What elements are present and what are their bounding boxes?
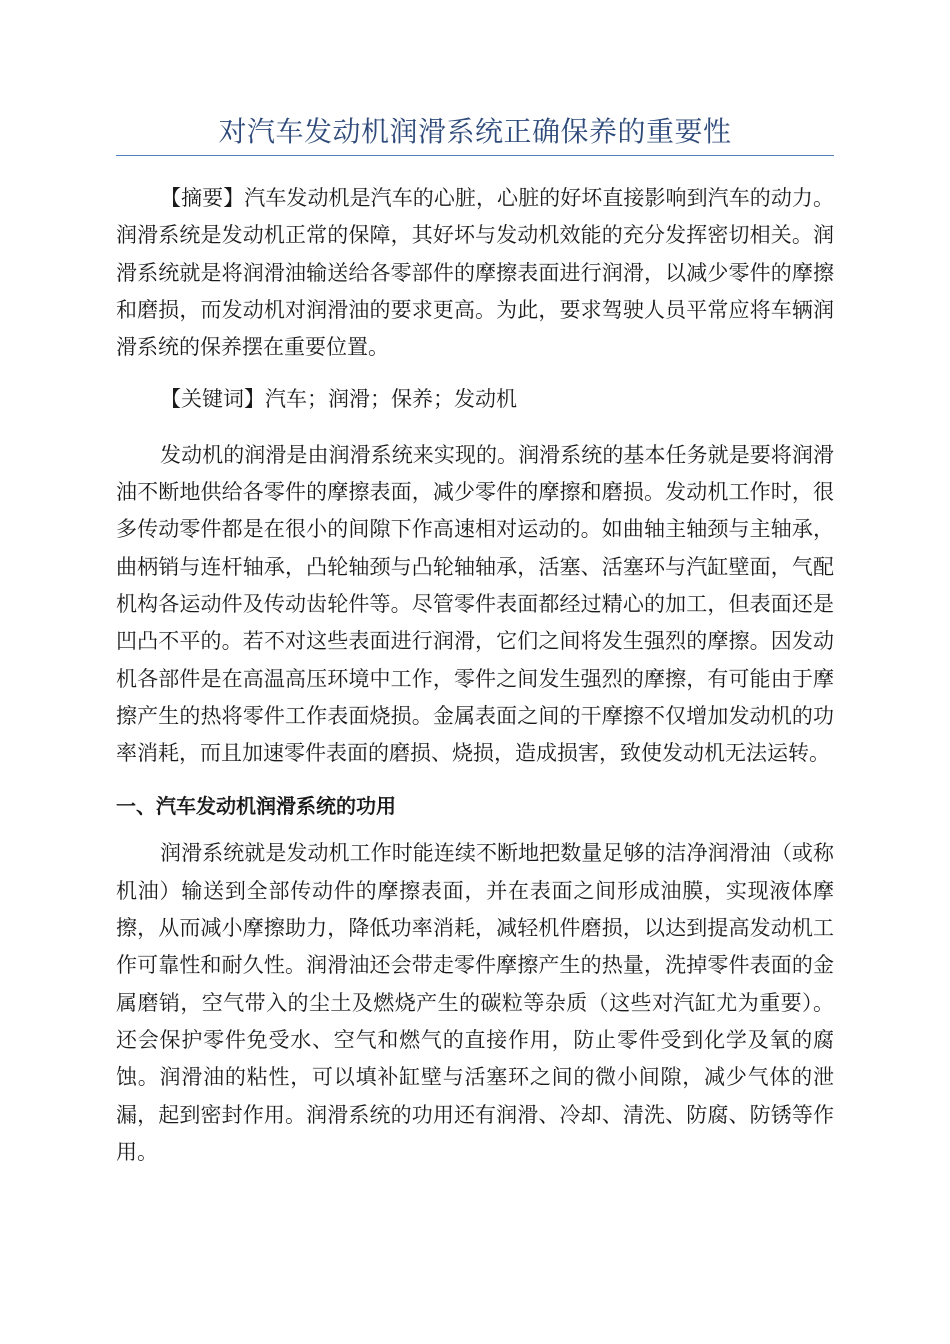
document-body [116, 112, 834, 1171]
document-title: 对汽车发动机润滑系统正确保养的重要性 [218, 115, 732, 148]
abstract-paragraph: 【摘要】汽车发动机是汽车的心脏，心脏的好坏直接影响到汽车的动力。润滑系统是发动机正常的保障，其好坏与发动机效能的充分发挥密切相关。润滑系统就是将润滑油输送给各零部件的摩擦表面进行润滑，以减少零件的摩擦和磨损，而发动机对润滑油的要求更高。为此，要求驾驶人员平常应将车辆润滑系统的保养摆在重要位置。 [116, 186, 834, 360]
keywords-paragraph: 【关键词】汽车；润滑；保养；发动机 [160, 387, 517, 412]
title-underline [116, 155, 834, 156]
intro-paragraph: 发动机的润滑是由润滑系统来实现的。润滑系统的基本任务就是要将润滑油不断地供给各零件的摩擦表面，减少零件的摩擦和磨损。发动机工作时，很多传动零件都是在很小的间隙下作高速相对运动的。如曲轴主轴颈与主轴承，曲柄销与连杆轴承，凸轮轴颈与凸轮轴轴承，活塞、活塞环与汽缸壁面，气配机构各运动件及传动齿轮件等。尽管零件表面都经过精心的加工，但表面还是凹凸不平的。若不对这些表面进行润滑，它们之间将发生强烈的摩擦。因发动机各部件是在高温高压环境中工作，零件之间发生强烈的摩擦，有可能由于摩擦产生的热将零件工作表面烧损。金属表面之间的干摩擦不仅增加发动机的功率消耗，而且加速零件表面的磨损、烧损，造成损害，致使发动机无法运转。 [116, 442, 834, 766]
section-paragraph: 润滑系统就是发动机工作时能连续不断地把数量足够的洁净润滑油（或称机油）输送到全部传动件的摩擦表面，并在表面之间形成油膜，实现液体摩擦，从而减小摩擦助力，降低功率消耗，减轻机件磨损，以达到提高发动机工作可靠性和耐久性。润滑油还会带走零件摩擦产生的热量，洗掉零件表面的金属磨销，空气带入的尘土及燃烧产生的碳粒等杂质（这些对汽缸尤为重要）。还会保护零件免受水、空气和燃气的直接作用，防止零件受到化学及氧的腐蚀。润滑油的粘性，可以填补缸壁与活塞环之间的微小间隙，减少气体的泄漏，起到密封作用。润滑系统的功用还有润滑、冷却、清洗、防腐、防锈等作用。 [116, 841, 834, 1164]
section-heading: 一、汽车发动机润滑系统的功用 [116, 794, 396, 819]
